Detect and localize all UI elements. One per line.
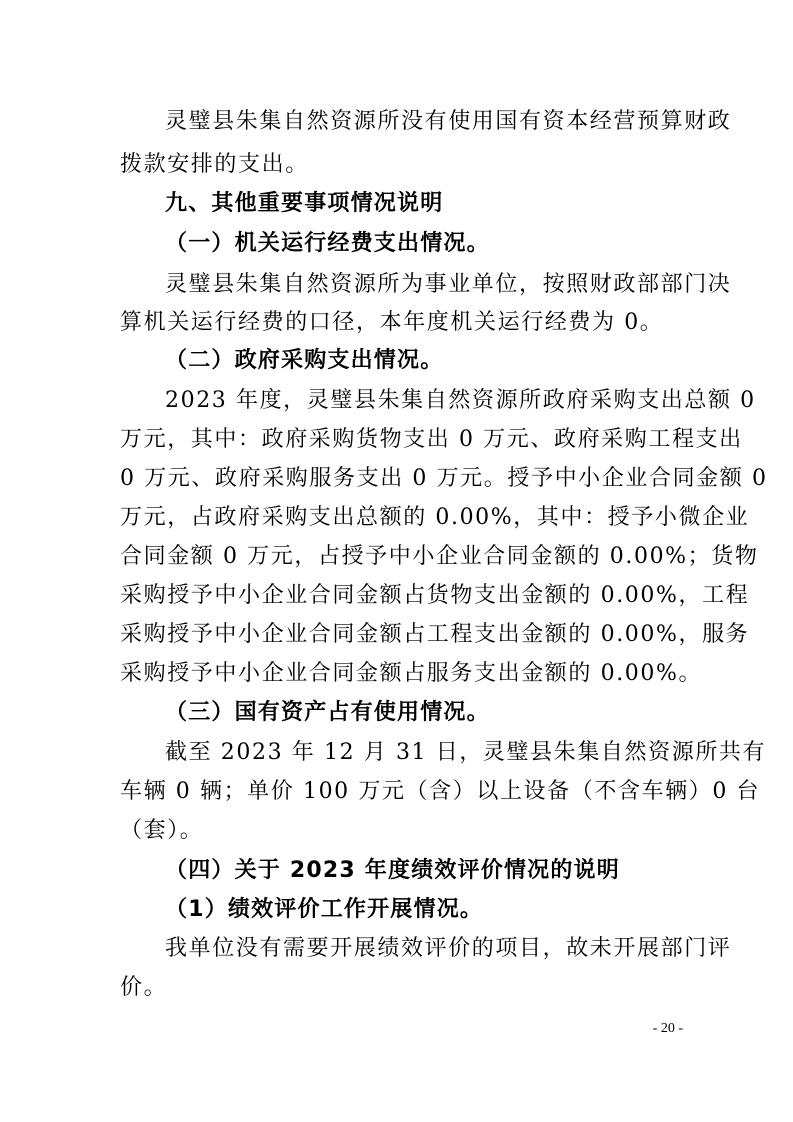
body-text: 万元，占政府采购支出总额的 0.00%，其中：授予小微企业 (120, 505, 750, 530)
body-text: 截至 2023 年 12 月 31 日，灵璧县朱集自然资源所共有 (165, 740, 767, 765)
body-text: 车辆 0 辆；单价 100 万元（含）以上设备（不含车辆）0 台 (120, 779, 761, 804)
body-text: 价。 (120, 975, 168, 1000)
body-text: （套）。 (120, 818, 204, 843)
subsection-heading: （一）机关运行经费支出情况。 (165, 231, 490, 256)
subsection-heading: （二）政府采购支出情况。 (165, 348, 444, 373)
subsection-heading: （四）关于 2023 年度绩效评价情况的说明 (165, 858, 620, 883)
body-text: 2023 年度，灵璧县朱集自然资源所政府采购支出总额 0 (165, 388, 756, 413)
section-heading: 九、其他重要事项情况说明 (165, 191, 444, 216)
body-text: 0 万元、政府采购服务支出 0 万元。授予中小企业合同金额 0 (120, 466, 768, 491)
body-text: 合同金额 0 万元，占授予中小企业合同金额的 0.00%；货物 (120, 544, 759, 569)
body-text: 算机关运行经费的口径，本年度机关运行经费为 0。 (120, 310, 664, 335)
page-number: - 20 - (652, 1021, 683, 1036)
body-text: 拨款安排的支出。 (120, 152, 309, 177)
body-text: 采购授予中小企业合同金额占货物支出金额的 0.00%，工程 (120, 583, 750, 608)
body-text: 灵璧县朱集自然资源所为事业单位，按照财政部部门决 (165, 272, 732, 297)
body-text: 灵璧县朱集自然资源所没有使用国有资本经营预算财政 (165, 109, 732, 134)
body-text: 万元，其中：政府采购货物支出 0 万元、政府采购工程支出 (120, 427, 743, 452)
body-text: 采购授予中小企业合同金额占工程支出金额的 0.00%，服务 (120, 622, 750, 647)
subsection-heading: （1）绩效评价工作开展情况。 (165, 897, 484, 922)
body-text: 采购授予中小企业合同金额占服务支出金额的 0.00%。 (120, 661, 703, 686)
subsection-heading: （三）国有资产占有使用情况。 (165, 700, 490, 725)
body-text: 我单位没有需要开展绩效评价的项目，故未开展部门评 (165, 936, 732, 961)
